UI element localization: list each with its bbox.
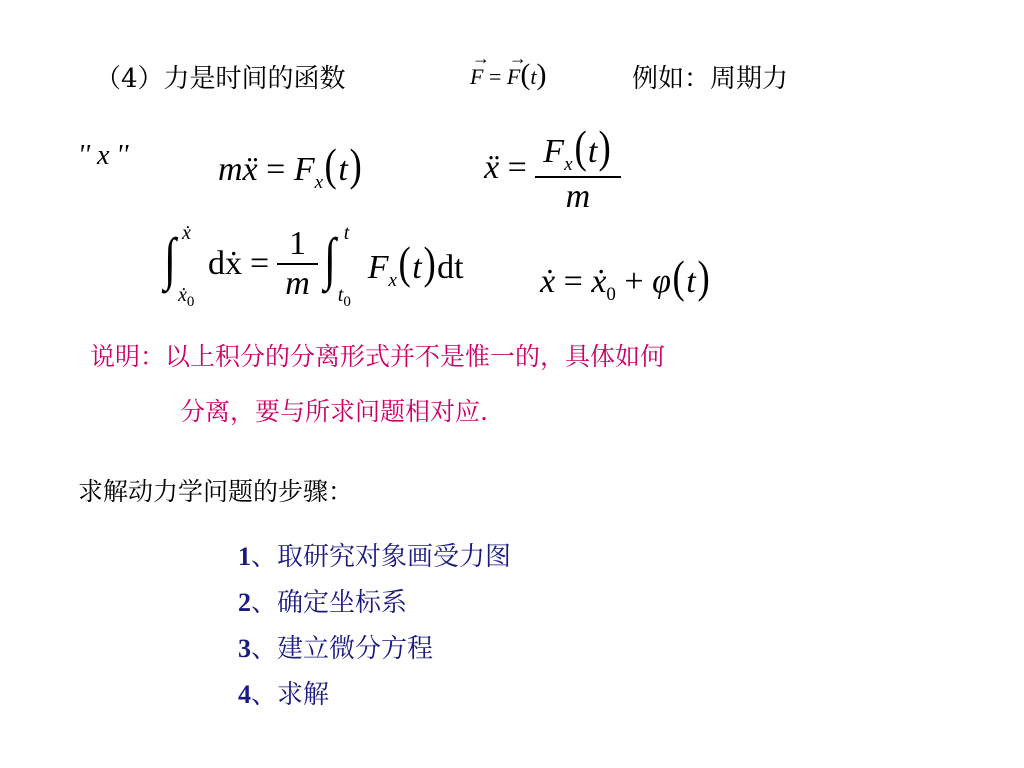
heading-label: （4）力是时间的函数	[95, 64, 346, 94]
note-line-1: 说明：以上积分的分离形式并不是惟一的，具体如何	[90, 342, 666, 371]
velocity-result: ẋ = ẋ$_0$ + φ(t)	[540, 251, 710, 305]
note-line-2: 分离，要与所求问题相对应.	[180, 397, 488, 426]
one-over-m: $\frac{1}{m}$	[277, 225, 318, 303]
header-formula-eq: =	[488, 64, 502, 89]
header-formula-F-vec2: → F	[506, 48, 527, 89]
acceleration-equation: ẍ = $\frac{F_x(t)}{m}$	[484, 120, 621, 216]
acceleration-fraction: $\frac{F_x(t)}{m}$	[535, 120, 620, 216]
section-heading	[95, 58, 346, 95]
step-item-2: 2、确定坐标系	[238, 588, 408, 618]
step-item-4: 4、求解	[238, 680, 330, 710]
step-item-3: 3、建立微分方程	[238, 634, 434, 664]
header-formula-arg: t	[530, 64, 537, 89]
integral-equation: ∫ ẋ ẋ$_0$ dẋ = $\frac{1}{m}$ ∫ t $t_0$ $F_x(t)dt$	[163, 222, 464, 310]
header-formula-F-vec: → F	[470, 48, 490, 89]
quote-x: '' x ''	[78, 140, 129, 171]
step-item-1: 1、取研究对象画受力图	[238, 542, 512, 572]
header-formula: → F = → F(t)	[470, 48, 547, 91]
newton-equation: mẍ = $F_x(t)$	[218, 139, 362, 193]
steps-title: 求解动力学问题的步骤：	[78, 477, 354, 506]
example-label: 例如：周期力	[632, 64, 789, 94]
